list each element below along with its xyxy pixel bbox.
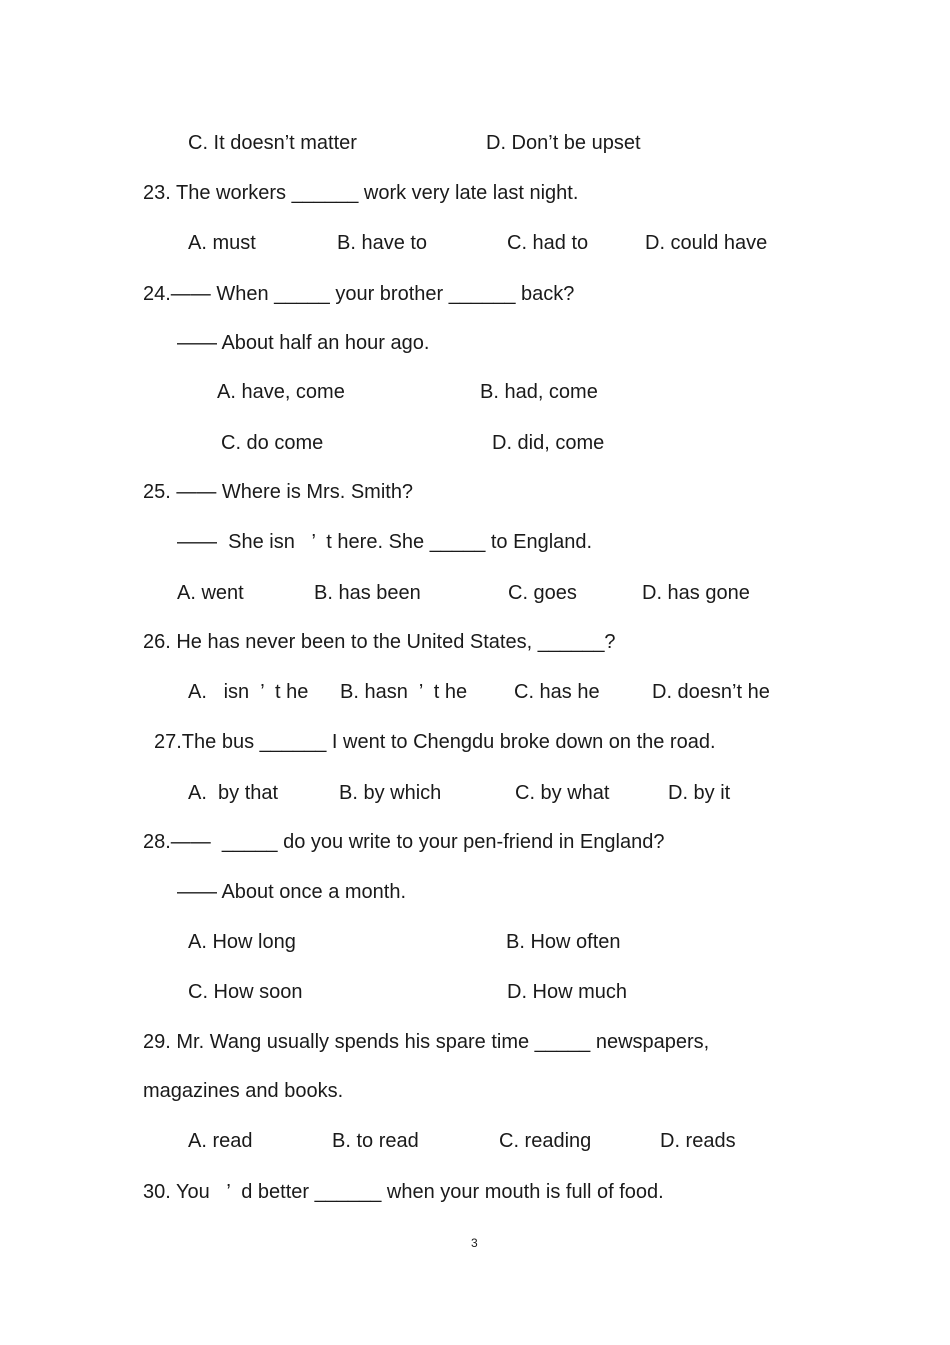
q26-option-d: D. doesn’t he (652, 681, 770, 703)
q29-option-d: D. reads (660, 1130, 736, 1152)
question-26: 26. He has never been to the United States, ______? (143, 631, 616, 653)
question-29-continued: magazines and books. (143, 1080, 344, 1102)
question-30: 30. You ’ d better ______ when your mouth is full of food. (143, 1181, 664, 1203)
q26-option-c: C. has he (514, 681, 600, 703)
question-23: 23. The workers ______ work very late last night. (143, 182, 579, 204)
question-28: 28.—— _____ do you write to your pen-friend in England? (143, 831, 665, 853)
q29-option-a: A. read (188, 1130, 253, 1152)
q29-option-c: C. reading (499, 1130, 592, 1152)
q27-option-c: C. by what (515, 782, 610, 804)
q23-option-c: C. had to (507, 232, 589, 254)
q26-option-b: B. hasn ’ t he (340, 681, 468, 703)
q27-option-d: D. by it (668, 782, 731, 804)
q28-option-d: D. How much (507, 981, 628, 1003)
q25-option-c: C. goes (508, 582, 577, 604)
q27-option-a: A. by that (188, 782, 279, 804)
q28-option-a: A. How long (188, 931, 296, 953)
q23-option-d: D. could have (645, 232, 768, 254)
q26-option-a: A. isn ’ t he (188, 681, 309, 703)
q28-option-c: C. How soon (188, 981, 303, 1003)
q22-option-d: D. Don’t be upset (486, 132, 641, 154)
q28-option-b: B. How often (506, 931, 621, 953)
q25-option-a: A. went (177, 582, 244, 604)
q25-option-b: B. has been (314, 582, 421, 604)
q24-option-d: D. did, come (492, 432, 605, 454)
question-24: 24.—— When _____ your brother ______ back? (143, 283, 575, 305)
q25-option-d: D. has gone (642, 582, 750, 604)
q23-option-a: A. must (188, 232, 256, 254)
q24-option-b: B. had, come (480, 381, 598, 403)
q24-response: —— About half an hour ago. (177, 332, 430, 354)
q24-option-c: C. do come (221, 432, 324, 454)
q23-option-b: B. have to (337, 232, 428, 254)
question-27: 27.The bus ______ I went to Chengdu broke down on the road. (154, 731, 716, 753)
q22-option-c: C. It doesn’t matter (188, 132, 357, 154)
question-25: 25. —— Where is Mrs. Smith? (143, 481, 414, 503)
q24-option-a: A. have, come (217, 381, 345, 403)
question-29: 29. Mr. Wang usually spends his spare time _____ newspapers, (143, 1031, 710, 1053)
page-number: 3 (471, 1236, 478, 1250)
q28-response: —— About once a month. (177, 881, 407, 903)
q25-response: —— She isn ’ t here. She _____ to England. (177, 531, 593, 553)
q27-option-b: B. by which (339, 782, 442, 804)
q29-option-b: B. to read (332, 1130, 419, 1152)
